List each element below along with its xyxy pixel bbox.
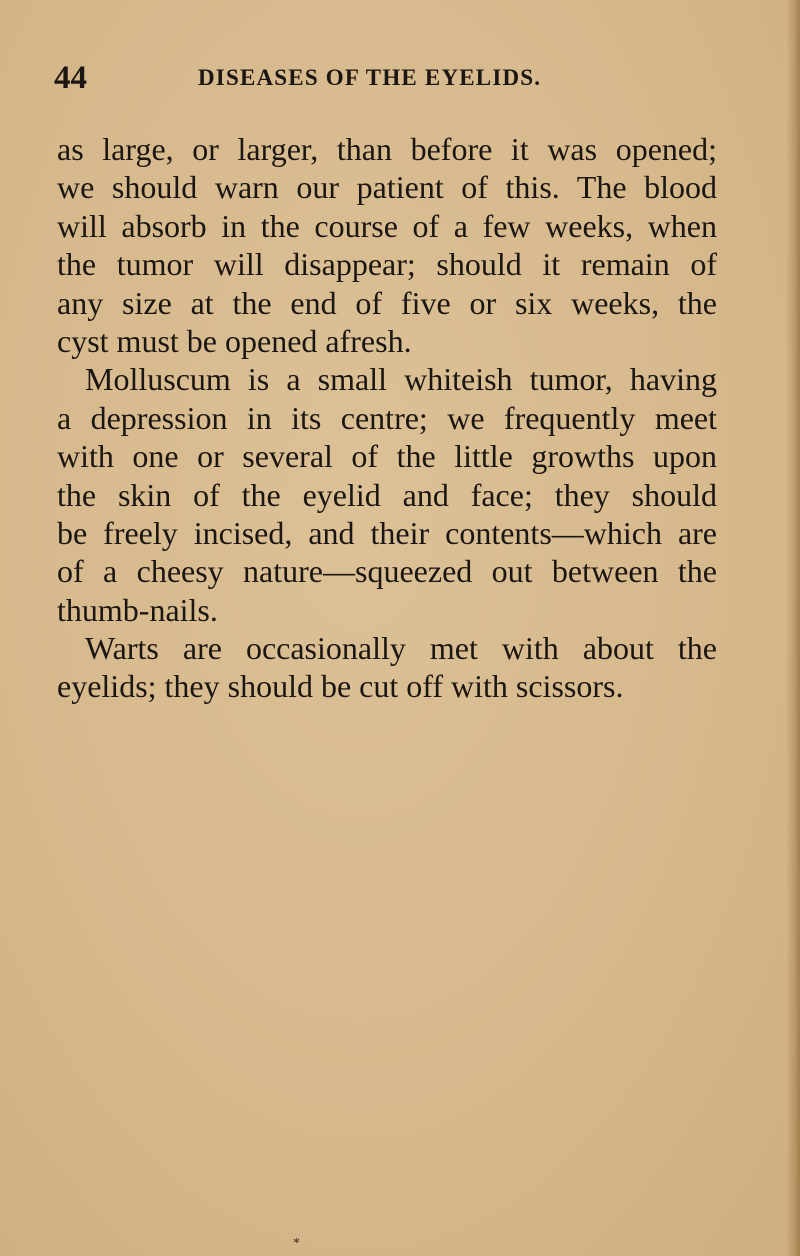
text-line: cyst must be opened afresh. [57, 322, 412, 359]
body-text [57, 130, 717, 706]
text-line: with one or several of the little growths upon [57, 438, 717, 475]
page-number: 44 [54, 59, 87, 96]
text-line: the tumor will disappear; should it remain of [57, 246, 717, 283]
text-line: Warts are occasionally met with about the [85, 630, 717, 667]
text-line: of a cheesy nature—squeezed out between the [57, 553, 717, 590]
text-line: the skin of the eyelid and face; they should [57, 476, 717, 513]
text-line: eyelids; they should be cut off with scissors. [57, 668, 624, 705]
text-line: thumb-nails. [57, 591, 218, 628]
text-line: as large, or larger, than before it was opened; [57, 131, 717, 167]
running-head-title: DISEASES OF THE EYELIDS. [198, 65, 542, 90]
text-line: Molluscum is a small whiteish tumor, having [85, 361, 717, 398]
text-line: will absorb in the course of a few weeks, when [57, 207, 717, 244]
text-line: any size at the end of five or six weeks, the [57, 284, 717, 321]
text-line: a depression in its centre; we frequently meet [57, 399, 717, 436]
text-line: be freely incised, and their contents—which are [57, 514, 717, 551]
page-edge-shadow [786, 0, 800, 1256]
running-head [54, 56, 654, 100]
signature-mark: * [293, 1236, 300, 1251]
text-line: we should warn our patient of this. The blood [57, 169, 717, 206]
